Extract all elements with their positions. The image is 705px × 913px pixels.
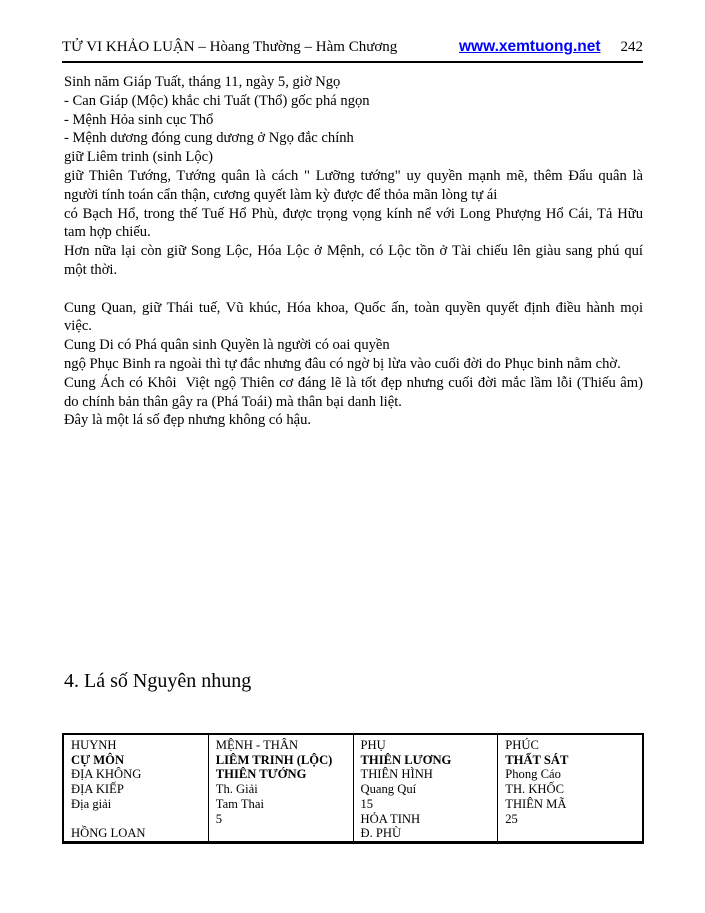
table-cell: Quang Quí (360, 782, 417, 797)
table-cell-blank (71, 812, 202, 827)
body-line: Đây là một lá số đẹp nhưng không có hậu. (64, 412, 312, 429)
header-right (459, 38, 643, 56)
table-column-huynh (64, 735, 209, 841)
table-cell: Tam Thai (215, 796, 264, 811)
body-line: việc. (64, 318, 92, 335)
body-line: Sinh năm Giáp Tuất, tháng 11, ngày 5, giờ Ngọ (64, 74, 341, 90)
header-title: TỬ VI KHẢO LUẬN – Hòang Thường – Hàm Chương (62, 39, 398, 55)
body-line: có Bạch Hổ, trong thế Tuế Hổ Phù, được trọng vọng kính nể với Long Phượng Hổ Cái, Tả Hữu (64, 205, 643, 222)
body-line: tam hợp chiếu. (64, 224, 151, 241)
table-cell: 15 (360, 796, 374, 811)
section-heading: 4. Lá số Nguyên nhung (64, 670, 252, 692)
table-cell: Phong Cáo (505, 767, 561, 782)
body-line: giữ Thiên Tướng, Tướng quân là cách " Lưỡng tướng" uy quyền mạnh mẽ, thêm Đẩu quân là (64, 167, 643, 184)
table-column-phu (354, 735, 499, 841)
body-line: - Mệnh Hỏa sinh cục Thổ (64, 111, 214, 128)
table-cell: CỰ MÔN (71, 752, 125, 767)
table-cell: THẤT SÁT (505, 752, 569, 767)
table-cell: Th. Giải (215, 782, 258, 797)
page-number: 242 (620, 39, 643, 55)
body-line: Hơn nữa lại còn giữ Song Lộc, Hóa Lộc ở Mệnh, có Lộc tồn ở Tài chiếu lên giàu sang phú quí (64, 243, 643, 260)
table-cell: ĐỊA KIẾP (71, 782, 124, 797)
table-cell: 25 (505, 811, 518, 826)
body-line: do chính bản thân gây ra (Phá Toái) mà thân bại danh liệt. (64, 393, 402, 410)
body-line: Cung Di có Phá quân sinh Quyền là người có oai quyền (64, 337, 390, 354)
table-column-menh-than (209, 735, 354, 841)
table-cell: Địa giải (71, 796, 112, 811)
table-cell: THIÊN HÌNH (360, 767, 433, 782)
body-line-blank (64, 280, 643, 299)
body-text (64, 73, 643, 430)
table-cell: TH. KHỐC (505, 782, 565, 797)
table-cell: Đ. PHÙ (360, 826, 402, 841)
table-cell: HUYNH (71, 738, 117, 752)
body-line: người tính toán cẩn thận, cương quyết làm kỳ được để thỏa mãn lòng tự ái (64, 186, 498, 203)
website-link[interactable]: www.xemtuong.net (458, 38, 601, 55)
table-cell: THIÊN TƯỚNG (215, 767, 307, 782)
table-cell: HỒNG LOAN (71, 826, 146, 841)
table-cell: 5 (215, 811, 223, 826)
table-cell: THIÊN MÃ (505, 796, 567, 811)
table-cell: LIÊM TRINH (LỘC) (215, 752, 333, 767)
body-line: giữ Liêm trinh (sinh Lộc) (64, 149, 213, 166)
table-column-phuc (498, 735, 642, 841)
body-line: - Can Giáp (Mộc) khắc chi Tuất (Thổ) gốc phá ngọn (64, 92, 370, 109)
body-line: một thời. (64, 261, 118, 278)
table-cell: THIÊN LƯƠNG (360, 752, 452, 767)
table-cell: PHÚC (505, 738, 539, 752)
header-rule (62, 61, 643, 63)
table-cell: HỎA TINH (360, 811, 421, 826)
astrology-chart-table (62, 733, 644, 844)
table-cell: MỆNH - THÂN (215, 738, 299, 752)
table-cell: PHỤ (360, 738, 386, 752)
body-line: Cung Quan, giữ Thái tuế, Vũ khúc, Hóa khoa, Quốc ấn, toàn quyền quyết định điều hành mọi (64, 299, 643, 316)
page-header (62, 38, 643, 56)
body-line: ngộ Phục Binh ra ngoài thì tự đắc nhưng đâu có ngờ bị lừa vào cuối đời do Phục binh nằm chờ. (64, 355, 621, 372)
table-cell: ĐỊA KHÔNG (71, 767, 142, 782)
body-line: Cung Ách có Khôi Việt ngộ Thiên cơ đáng lẽ là tốt đẹp nhưng cuối đời mắc lầm lỗi (Thiếu âm) (64, 374, 643, 391)
body-line: - Mệnh dương đóng cung dương ở Ngọ đắc chính (64, 130, 354, 147)
